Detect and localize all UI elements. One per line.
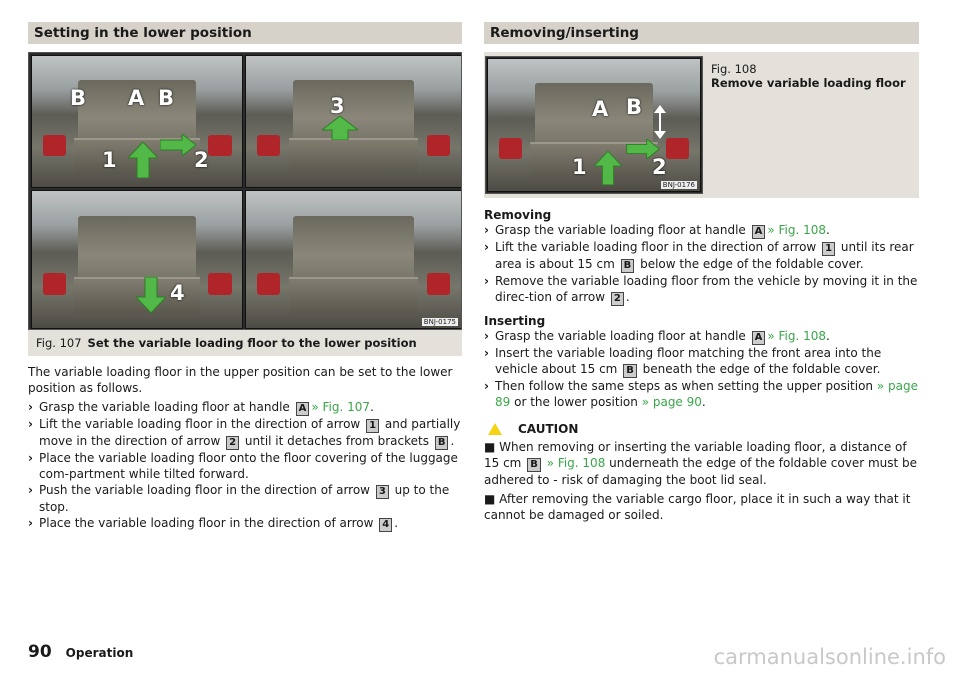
- key-B: B: [435, 436, 449, 450]
- list-item: › Grasp the variable loading floor at handle A » Fig. 107.: [28, 400, 374, 414]
- page-footer: [28, 642, 133, 662]
- key-1: 1: [822, 242, 835, 256]
- key-3: 3: [376, 485, 389, 499]
- list-item: › Lift the variable loading floor in the direction of arrow 1 and partially move in the direction of arrow 2 until it detaches from brackets B .: [28, 417, 461, 448]
- fig-ref-link[interactable]: » Fig. 107: [311, 400, 371, 414]
- label-A: A: [592, 97, 609, 121]
- double-arrow-vertical-icon: [654, 105, 666, 139]
- photo-panel: [487, 58, 701, 192]
- label-B: B: [626, 95, 643, 119]
- label-B: B: [70, 86, 87, 110]
- figure-107-caption: Fig. 107 Set the variable loading floor to the lower position: [28, 330, 462, 356]
- photo-panel-3: [31, 190, 243, 329]
- key-1: 1: [366, 419, 379, 433]
- label-arrow-3: 3: [330, 94, 345, 118]
- label-arrow-2: 2: [194, 148, 209, 172]
- caution-item-1: ■ When removing or inserting the variable loading floor, a distance of 15 cm B » Fig. 108 underneath the edge of the foldable cover must be adhered to - risk of damaging the boot lid seal.: [484, 440, 918, 487]
- figure-code: BNJ-0175: [423, 318, 456, 326]
- key-4: 4: [379, 518, 392, 532]
- list-item: › Grasp the variable loading floor at handle A » Fig. 108.: [484, 223, 830, 237]
- removing-steps: [484, 222, 919, 306]
- figure-code: BNJ-0176: [662, 181, 695, 189]
- key-A: A: [752, 225, 766, 239]
- label-arrow-2: 2: [652, 155, 667, 179]
- inserting-steps: [484, 328, 919, 410]
- right-column: [484, 22, 919, 523]
- photo-panel-4: [245, 190, 462, 329]
- intro-paragraph: The variable loading floor in the upper position can be set to the lower position as follows.: [28, 365, 453, 395]
- list-item: › Place the variable loading floor in the direction of arrow 4 .: [28, 516, 399, 530]
- list-item: › Lift the variable loading floor in the direction of arrow 1 until its rear area is about 15 cm B below the edge of the foldable cover.: [484, 240, 914, 271]
- removing-title: Removing: [484, 208, 552, 222]
- label-A: A: [128, 86, 145, 110]
- list-item: › Grasp the variable loading floor at handle A » Fig. 108.: [484, 329, 830, 343]
- list-item: › Place the variable loading floor onto the floor covering of the luggage com-partment while tilted forward.: [28, 451, 458, 481]
- fig-ref-link[interactable]: » Fig. 108: [767, 223, 827, 237]
- list-item: › Then follow the same steps as when setting the upper position » page 89 or the lower position » page 90.: [484, 379, 919, 409]
- key-2: 2: [226, 436, 239, 450]
- warning-icon: [488, 423, 502, 435]
- label-arrow-1: 1: [572, 155, 587, 179]
- section-name: Operation: [65, 646, 134, 660]
- key-B: B: [621, 259, 635, 273]
- label-B: B: [158, 86, 175, 110]
- photo-panel-1: [31, 55, 243, 188]
- page-number: 90: [28, 642, 52, 662]
- section-heading-removing-inserting: Removing/inserting: [484, 22, 919, 44]
- section-heading-lower-position: Setting in the lower position: [28, 22, 462, 44]
- list-item: › Insert the variable loading floor matching the front area into the vehicle about 15 cm B beneath the edge of the foldable cover.: [484, 346, 882, 376]
- figure-108-caption: Fig. 108 Remove variable loading floor: [711, 62, 906, 90]
- arrow-down-icon: [136, 277, 166, 313]
- list-item: › Remove the variable loading floor from the vehicle by moving it in the direc-tion of arrow 2 .: [484, 274, 918, 304]
- arrow-up-icon: [594, 151, 622, 185]
- watermark: carmanualsonline.info: [713, 645, 946, 669]
- arrow-forward-icon: [322, 116, 358, 140]
- lower-position-steps: [28, 399, 462, 532]
- fig-ref-link[interactable]: » Fig. 108: [767, 329, 827, 343]
- key-B: B: [623, 364, 637, 378]
- left-column: [28, 22, 462, 532]
- caution-item-2: ■ After removing the variable cargo floor, place it in such a way that it cannot be damaged or soiled.: [484, 492, 911, 522]
- fig-ref-link[interactable]: » Fig. 108: [546, 456, 606, 470]
- inserting-title: Inserting: [484, 314, 546, 328]
- label-arrow-1: 1: [102, 148, 117, 172]
- key-B: B: [527, 458, 541, 472]
- page-ref-link[interactable]: » page 90: [641, 395, 702, 409]
- list-item: › Push the variable loading floor in the direction of arrow 3 up to the stop.: [28, 483, 450, 514]
- page-ref-link[interactable]: » page 89: [495, 379, 919, 409]
- arrow-right-icon: [160, 134, 196, 156]
- key-A: A: [752, 331, 766, 345]
- photo-panel-2: [245, 55, 462, 188]
- label-arrow-4: 4: [170, 281, 185, 305]
- key-A: A: [296, 402, 310, 416]
- arrow-right-icon: [626, 139, 660, 159]
- key-2: 2: [611, 292, 624, 306]
- figure-108: [484, 52, 919, 198]
- arrow-up-icon: [128, 142, 158, 178]
- caution-heading: CAUTION: [484, 422, 919, 436]
- figure-107-image: [28, 52, 462, 330]
- figure-108-image: [485, 56, 703, 194]
